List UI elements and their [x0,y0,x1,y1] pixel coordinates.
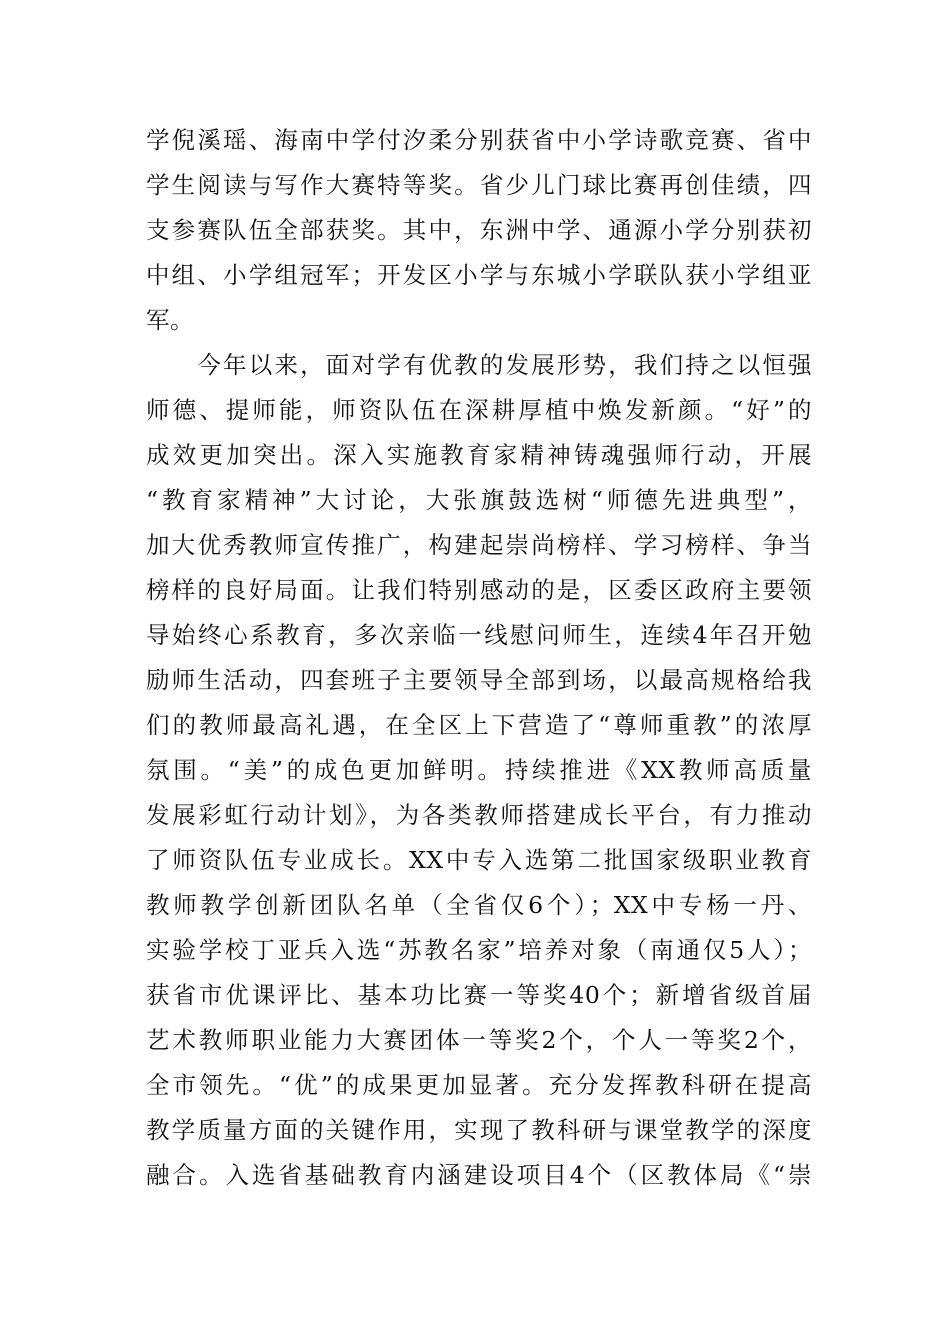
text-line: 学倪溪瑶、海南中学付汐柔分别获省中小学诗歌竞赛、省中 [146,126,812,154]
text-line: 实验学校丁亚兵入选“苏教名家”培养对象（南通仅5人）； [146,936,812,964]
text-line: “教育家精神”大讨论，大张旗鼓选树“师德先进典型”， [146,486,812,514]
text-line: 今年以来，面对学有优教的发展形势，我们持之以恒强 [146,351,812,379]
text-line: 中组、小学组冠军；开发区小学与东城小学联队获小学组亚 [146,261,812,289]
text-line: 教师教学创新团队名单（全省仅6个）；XX中专杨一丹、 [146,891,812,919]
text-line: 们的教师最高礼遇，在全区上下营造了“尊师重教”的浓厚 [146,711,812,739]
text-line: 军。 [146,306,194,334]
text-line: 导始终心系教育，多次亲临一线慰问师生，连续4年召开勉 [146,621,812,649]
text-line: 励师生活动，四套班子主要领导全部到场，以最高规格给我 [146,666,812,694]
text-line: 学生阅读与写作大赛特等奖。省少儿门球比赛再创佳绩，四 [146,171,812,199]
text-line: 艺术教师职业能力大赛团体一等奖2个，个人一等奖2个， [146,1026,812,1054]
text-line: 教学质量方面的关键作用，实现了教科研与课堂教学的深度 [146,1116,812,1144]
text-line: 融合。入选省基础教育内涵建设项目4个（区教体局《“崇 [146,1161,812,1189]
text-line: 全市领先。“优”的成果更加显著。充分发挥教科研在提高 [146,1071,812,1099]
text-line: 发展彩虹行动计划》，为各类教师搭建成长平台，有力推动 [146,801,812,829]
text-line: 加大优秀教师宣传推广，构建起崇尚榜样、学习榜样、争当 [146,531,812,559]
text-line: 氛围。“美”的成色更加鲜明。持续推进《XX教师高质量 [146,756,812,784]
text-line: 获省市优课评比、基本功比赛一等奖40个；新增省级首届 [146,981,812,1009]
text-line: 榜样的良好局面。让我们特别感动的是，区委区政府主要领 [146,576,812,604]
text-line: 师德、提师能，师资队伍在深耕厚植中焕发新颜。“好”的 [146,396,812,424]
text-line: 了师资队伍专业成长。XX中专入选第二批国家级职业教育 [146,846,812,874]
text-line: 成效更加突出。深入实施教育家精神铸魂强师行动，开展 [146,441,812,469]
body-text [146,118,812,1198]
text-line: 支参赛队伍全部获奖。其中，东洲中学、通源小学分别获初 [146,216,812,244]
